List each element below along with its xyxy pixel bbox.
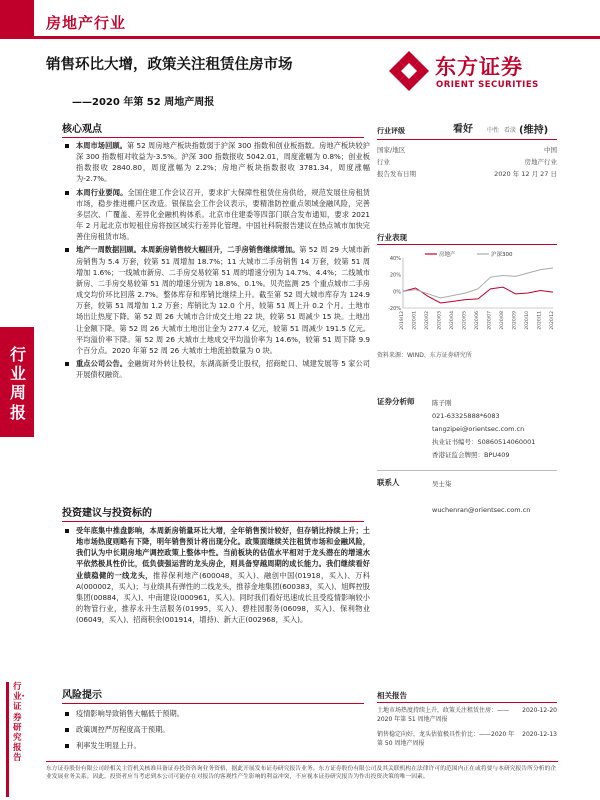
x-tick-label: 2020/06 [475,311,480,330]
x-tick-label: 2020/11 [537,311,543,330]
core-bullet: 地产一周数据回顾。本周新房销售较大幅回升，二手房销售继续增加。第 52 周 29 大城市新房销售为 5.4 万套，较第 51 周增加 18.7%；11 大城市二手房销售 14 万套，较第 51 周增加 1.6%；一线城市新房、二手房交易较第 51 周的增速分别为 14.7%、4.4%；二线城市新房、二手房交易较第 51 周的增速分别为 18.8%、0.1%。贝壳监测 25 个重点城市二手房成交均价环比回落 2.7%。整体库存和库销比继续上升。截至第 52 周大城市库存为 124.9 万套，较第 51 周增加 1.2 万套；库销比为 12.0 个月，较第 51 周上升 0.2 个月。土地市场出让热度下降。第 52 周 26 大城市合计成交土地 22 块，较第 51 周减少 15 块。土地出让金额下降。第 52 周 26 大城市土地出让金为 277.4 亿元，较第 51 周减少 191.5 亿元。平均溢价率下降。第 52 周 26 大城市土地成交平均溢价率为 14.6%，较第 51 周下降 9.9 个百分点。2020 年第 52 周 26 大城市土地流拍数量为 0 块。 [62,244,370,356]
vertical-note-bar [6,682,9,797]
report-title: 销售环比大增，政策关注租赁住房市场 [46,57,293,73]
chart-source: 资料来源：WIND、东方证券研究所 [377,352,472,359]
x-tick-label: 2020/08 [500,311,505,330]
rating-maintain: (维持) [519,125,549,136]
core-heading: 核心观点 [62,124,102,135]
risk-list [62,708,370,753]
risk-rule [62,703,364,704]
analyst-email[interactable]: tangzipei@orientsec.com.cn [432,425,525,433]
orient-logo-icon [388,50,430,92]
risk-item: 政策调控严厉程度高于预期。 [62,724,370,735]
x-tick-label: 2020/02 [425,311,430,330]
x-tick-label: 2020/12 [550,311,555,330]
series-line [403,268,553,298]
x-tick-label: 2020/04 [450,311,455,330]
x-tick-label: 2020/07 [487,311,493,330]
analyst-label: 证券分析师 [377,397,415,406]
industry-performance-chart [377,248,557,336]
rating-neutral: 中性 [487,127,500,134]
core-bullet: 重点公司公告。金融街对外转让股权，东湖高新受让股权，招商蛇口、城建发展等 5 家公司开展债权融资。 [62,358,370,380]
footer-rule [46,761,558,762]
header-band [0,0,600,42]
contact-email[interactable]: wuchenran@orientsec.com.cn [432,506,531,514]
header-rule [0,36,600,39]
related-item[interactable]: 销售稳定向好，龙头估值极具性价比：——2020 年第 50 周地产周报 2020-12-13 [377,731,557,747]
footer-disclaimer: 东方证券股份有限公司经相关主管机关核准具备证券投资咨询业务资格，据此开展发布证券研究报告业务。东方证券股份有限公司及其关联机构在法律许可的范围内正在或将要与本研究报告所分析的企业发展业务关系。因此，投资者应当考虑到本公司可能存在对报告的客观性产生影响的利益冲突，不应视本证券研究报告为作出投资决策的唯一因素。 [46,766,557,781]
y-tick-label: -20% [388,306,401,312]
y-tick-label: 0% [393,289,401,296]
x-tick-label: 2020/03 [437,311,443,330]
x-tick-label: 2020/01 [412,311,418,330]
core-rule [62,137,364,138]
analyst-divider [377,470,557,471]
series-line [403,287,553,303]
core-bullet: 本周市场回顾。第 52 周房地产板块指数弱于沪深 300 指数和创业板指数。房地产板块较沪深 300 指数相对收益为-3.5%。沪深 300 指数报收 5042.01，周度涨幅为 0.8%；创业板指数报收 2840.80，周度涨幅为 2.2%；房地产板块指数报收 3781.34，周度涨幅为-2.7%。 [62,140,370,185]
related-heading: 相关报告 [377,691,407,700]
invest-heading: 投资建议与投资标的 [62,508,152,519]
invest-body [62,525,370,627]
legend-label: 沪深300 [491,252,513,258]
header-accent-block [0,0,34,36]
related-rule [377,702,557,703]
risk-heading: 风险提示 [62,690,102,701]
x-tick-label: 2020/09 [512,311,518,330]
rating-label: 行业评级 [377,127,405,135]
risk-item: 利率发生明显上升。 [62,740,370,751]
vertical-note [4,682,30,797]
rating-bearish: 看淡 [504,127,517,134]
report-subtitle: ——2020 年第 52 周地产周报 [72,97,215,108]
invest-bullet: 受年底集中推盘影响，本周新房销量环比大增，全年销售预计较好，但存销比持续上升；土地市场热度则略有下降，明年销售预计将出现分化。政策面继续关注租赁市场和金融风险，我们认为中长期房地产调控政策上整体中性。当前板块的估值水平相对于龙头潜在的增速水平依然极具性价比，低负债强运营的龙头房企，则具备穿越周期的成长能力。我们继续看好业绩稳健的一线龙头，推荐保利地产(600048，买入)、融创中国(01918，买入)、万科 A(000002，买入)；与业绩具有弹性的二线龙头，推荐金地集团(600383，买入)、旭辉控股集团(00884，买入)、中南建设(000961，买入)。同时我们看好迅速成长且受疫情影响较小的物管行业，推荐永升生活服务(01995，买入)、碧桂园服务(06098，买入)、保利物业(06049，买入)、招商积余(001914，增持)、新大正(002968，买入)。 [62,525,370,625]
rating-value: 看好 [453,124,473,135]
x-tick-label: 2019/12 [400,311,405,330]
chart-rule [377,244,557,245]
brand-logo [388,46,563,96]
related-item[interactable]: 土地市场热度持续上升，政策关注租赁住房：——2020 年第 51 周地产周报 2020-12-20 [377,707,557,723]
core-bullet: 本周行业要闻。全国住建工作会议召开，要求扩大保障性租赁住房供给，规范发展住房租赁市场，稳步推进棚户区改造。银保监会工作会议表示，要精准防控重点领域金融风险，完善多层次、广覆盖、差异化金融机构体系。北京市住建委等四部门联合发布通知，要求 2021 年 2 月起北京市短租住房将按区域实行差异化管理。中国社科院报告建议在热点城市加快完善住房租赁市场。 [62,187,370,243]
risk-item: 疫情影响导致销售大幅低于预期。 [62,708,370,719]
vertical-note-text: 行业·证券研究报告 [13,682,25,764]
chart-title: 行业表现 [377,233,407,242]
invest-rule [62,521,364,522]
core-bullets [62,140,370,382]
y-tick-label: 20% [389,272,401,279]
analyst-cert: 执业证书编号：S0860514060001 [432,438,536,446]
analyst-phone: 021-63325888*6083 [432,412,500,420]
x-tick-label: 2020/10 [525,311,530,330]
analyst-hk-license: 香港证监会牌照：BPU409 [432,451,510,459]
report-type-label: 行业周报 [9,345,26,422]
logo-cn-text: 东方证券 [435,55,523,79]
logo-en-text: ORIENT SECURITIES [436,80,539,90]
rating-row [377,122,557,140]
legend-label: 房地产 [439,252,456,258]
x-tick-label: 2020/05 [462,311,468,330]
y-tick-label: 40% [389,256,401,262]
analyst-name: 陈子刚 [432,399,452,407]
contact-label: 联系人 [377,478,400,487]
contact-name: 吴士柒 [432,480,452,488]
section-title: 房地产行业 [46,14,127,32]
